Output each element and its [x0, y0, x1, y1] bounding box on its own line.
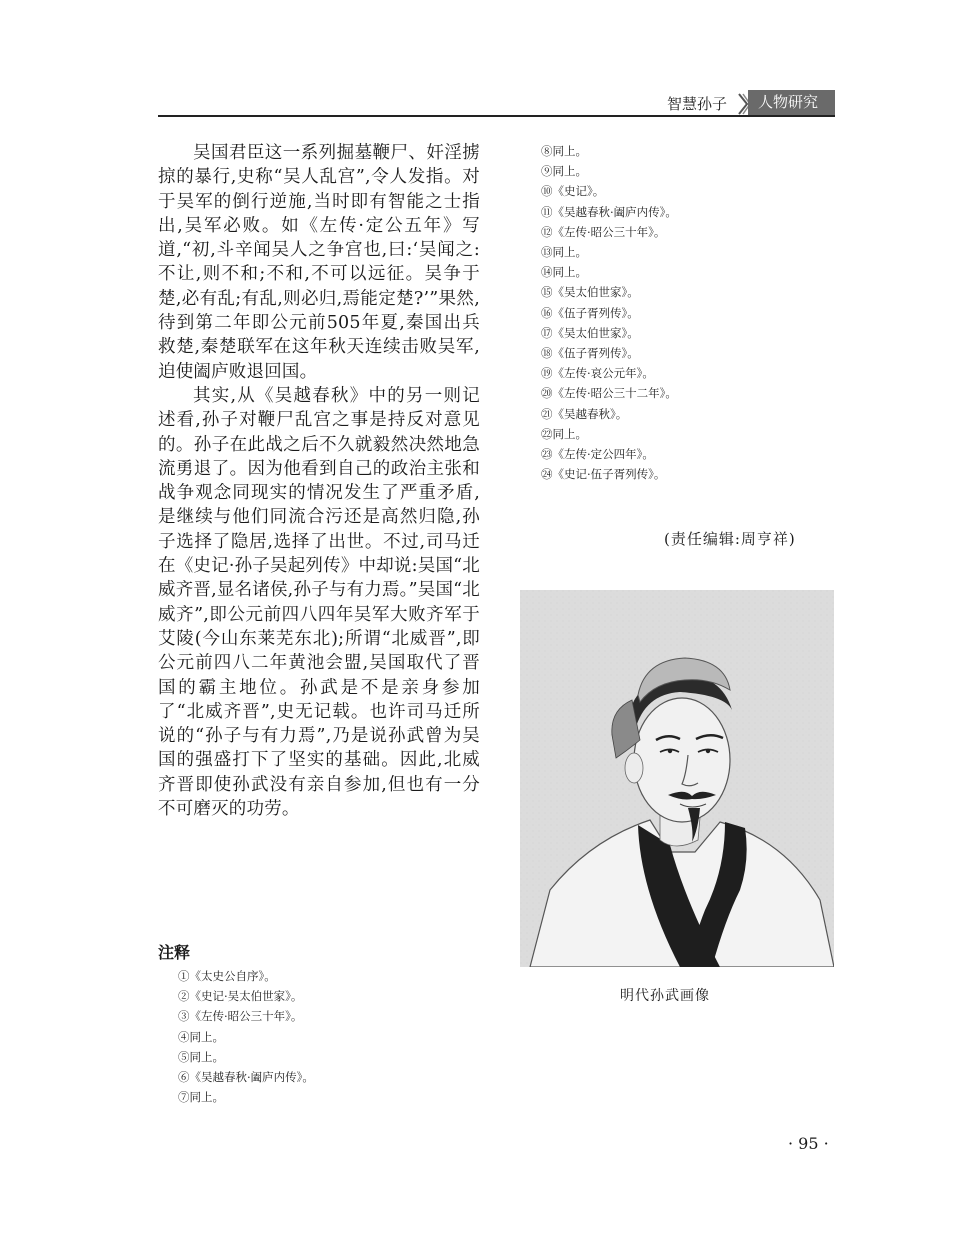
note-item: ㉒同上。: [541, 426, 587, 441]
note-item: ⑳《左传·昭公三十二年》。: [541, 386, 677, 401]
note-item: ⑪《吴越春秋·阖庐内传》。: [541, 204, 677, 219]
body-text: [158, 141, 480, 821]
note-item: ㉔《史记·伍子胥列传》。: [541, 467, 666, 482]
note-item: ⑬同上。: [541, 245, 587, 260]
page-number: · 95 ·: [788, 1134, 829, 1153]
note-item: ③《左传·昭公三十年》。: [178, 1009, 303, 1024]
paragraph: 其实,从《吴越春秋》中的另一则记述看,孙子对鞭尸乱宫之事是持反对意见的。孙子在此战之后不久就毅然决然地急流勇退了。因为他看到自己的政治主张和战争观念同现实的情况发生了严重矛盾,是继续与他们同流合污还是高然归隐,孙子选择了隐居,选择了出世。不过,司马迁在《史记·孙子吴起列传》中却说:吴国“北威齐晋,显名诸侯,孙子与有力焉。”吴国“北威齐”,即公元前四八四年吴军大败齐军于艾陵(今山东莱芜东北);所谓“北威晋”,即公元前四八二年黄池会盟,吴国取代了晋国的霸主地位。孙武是不是亲身参加了“北威齐晋”,史无记载。也许司马迁所说的“孙子与有力焉”,乃是说孙武曾为吴国的强盛打下了坚实的基础。因此,北威齐晋即使孙武没有亲自参加,但也有一分不可磨灭的功劳。: [158, 385, 480, 820]
notes-heading: 注释: [158, 943, 191, 962]
note-item: ⑤同上。: [178, 1049, 224, 1064]
figure-caption: 明代孙武画像: [620, 988, 710, 1004]
notes-list-right: [541, 141, 677, 484]
note-item: ⑱《伍子胥列传》。: [541, 346, 639, 361]
paragraph: 吴国君臣这一系列掘墓鞭尸、奸淫掳掠的暴行,史称“吴人乱宫”,令人发指。对于吴军的倒行逆施,当时即有智能之士指出,吴军必败。如《左传·定公五年》写道,“初,斗辛闻吴人之争宫也,曰:‘吴闻之:不让,则不和;不和,不可以远征。吴争于楚,必有乱;有乱,则必归,焉能定楚?’”果然,待到第二年即公元前505年夏,秦国出兵救楚,秦楚联军在这年秋天连续击败吴军,迫使阖庐败退回国。: [158, 143, 480, 382]
note-item: ⑦同上。: [178, 1090, 224, 1105]
note-item: ㉓《左传·定公四年》。: [541, 447, 654, 462]
portrait-image: [520, 590, 834, 967]
note-item: ②《史记·吴太伯世家》。: [178, 989, 303, 1004]
header-series-title: 智慧孙子: [667, 95, 728, 113]
note-item: ④同上。: [178, 1029, 224, 1044]
notes-list-left: [178, 966, 314, 1107]
note-item: ⑫《左传·昭公三十年》。: [541, 224, 666, 239]
note-item: ⑰《吴太伯世家》。: [541, 325, 639, 340]
note-item: ①《太史公自序》。: [178, 969, 276, 983]
header-rule: [158, 115, 835, 117]
note-item: ⑭同上。: [541, 265, 587, 280]
note-item: ⑲《左传·哀公元年》。: [541, 366, 654, 381]
note-item: ⑩《史记》。: [541, 184, 605, 199]
note-item: ⑮《吴太伯世家》。: [541, 285, 639, 300]
note-item: ㉑《吴越春秋》。: [541, 406, 628, 421]
editor-credit: (责任编辑:周亨祥): [664, 530, 796, 548]
header-section-tab: 人物研究: [748, 90, 835, 115]
note-item: ⑨同上。: [541, 164, 587, 179]
note-item: ⑯《伍子胥列传》。: [541, 305, 639, 320]
note-item: ⑥《吴越春秋·阖庐内传》。: [178, 1070, 314, 1085]
note-item: ⑧同上。: [541, 144, 587, 158]
